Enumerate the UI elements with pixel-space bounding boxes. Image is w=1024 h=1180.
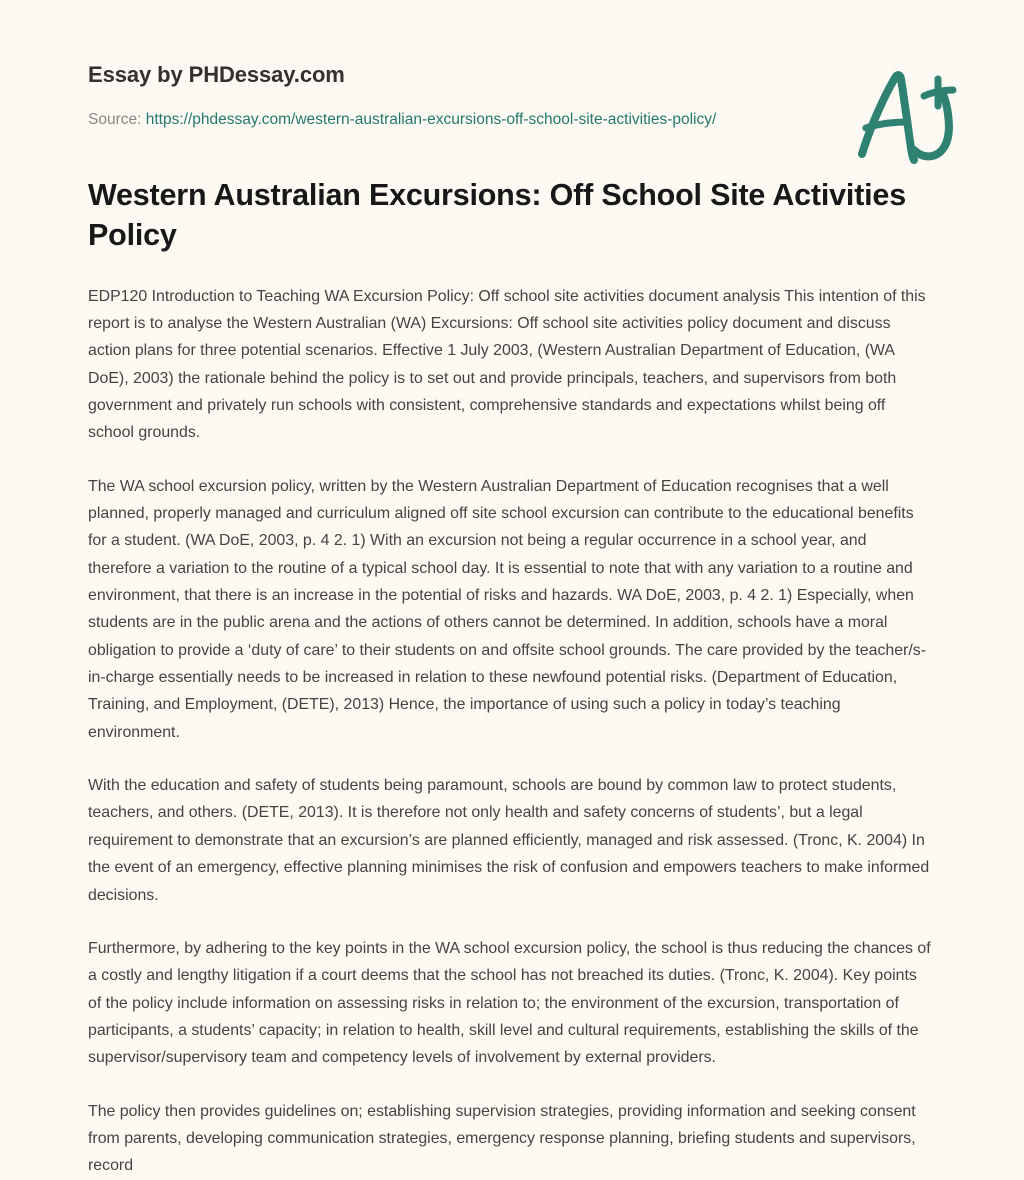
document-header [0, 0, 1024, 133]
page-title: Western Australian Excursions: Off School Site Activities Policy [88, 177, 906, 253]
source-url-link[interactable]: https://phdessay.com/western-australian-excursions-off-school-site-activities-policy/ [145, 111, 717, 129]
brand-title: Essay by PHDessay.com [88, 62, 345, 87]
body-paragraph: With the education and safety of students being paramount, schools are bound by common law to protect students, teachers, and others. (DETE, 2013). It is therefore not only health and safety concerns of students’, but a legal requirement to demonstrate that an excursion’s are planned efficiently, managed and risk assessed. (Tronc, K. 2004) In the event of an emergency, effective planning minimises the risk of confusion and empowers teachers to make informed decisions. [88, 777, 930, 904]
a-plus-logo-icon [850, 66, 962, 164]
body-paragraph: Furthermore, by adhering to the key points in the WA school excursion policy, the school is thus reducing the chances of a costly and lengthy litigation if a court deems that the school has not breached its duties. (Tronc, K. 2004). Key points of the policy include information on assessing risks in relation to; the environment of the excursion, transportation of participants, a students’ capacity; in relation to health, skill level and cultural requirements, establishing the skills of the supervisor/supervisory team and competency levels of involvement by external providers. [88, 939, 931, 1067]
document-body [0, 256, 1024, 1180]
source-line [88, 107, 748, 132]
body-paragraph: The policy then provides guidelines on; establishing supervision strategies, providing information and seeking consent from parents, developing communication strategies, emergency response planning, briefing students and supervisors, record [88, 1102, 916, 1175]
body-paragraph: EDP120 Introduction to Teaching WA Excursion Policy: Off school site activities document analysis This intention of this report is to analyse the Western Australian (WA) Excursions: Off school site activities policy document and discuss action plans for three potential scenarios. Effective 1 July 2003, (Western Australian Department of Education, (WA DoE), 2003) the rationale behind the policy is to set out and provide principals, teachers, and supervisors from both government and privately run schools with consistent, comprehensive standards and expectations whilst being off school grounds. [88, 287, 926, 442]
source-label: Source: [88, 111, 142, 129]
body-paragraph: The WA school excursion policy, written by the Western Australian Department of Education recognises that a well planned, properly managed and curriculum aligned off site school excursion can contribute to the educational benefits for a student. (WA DoE, 2003, p. 4 2. 1) With an excursion not being a regular occurrence in a school year, and therefore a variation to the routine of a typical school day. It is essential to note that with any variation to a routine and environment, that there is an increase in the potential of risks and hazards. WA DoE, 2003, p. 4 2. 1) Especially, when students are in the public arena and the actions of others cannot be determined. In addition, schools have a moral obligation to provide a ‘duty of care’ to their students on and offsite school grounds. The care provided by the teacher/s-in-charge essentially needs to be increased in relation to these newfound potential risks. (Department of Education, Training, and Employment, (DETE), 2013) Hence, the importance of using such a policy in today’s teaching environment. [88, 477, 927, 741]
